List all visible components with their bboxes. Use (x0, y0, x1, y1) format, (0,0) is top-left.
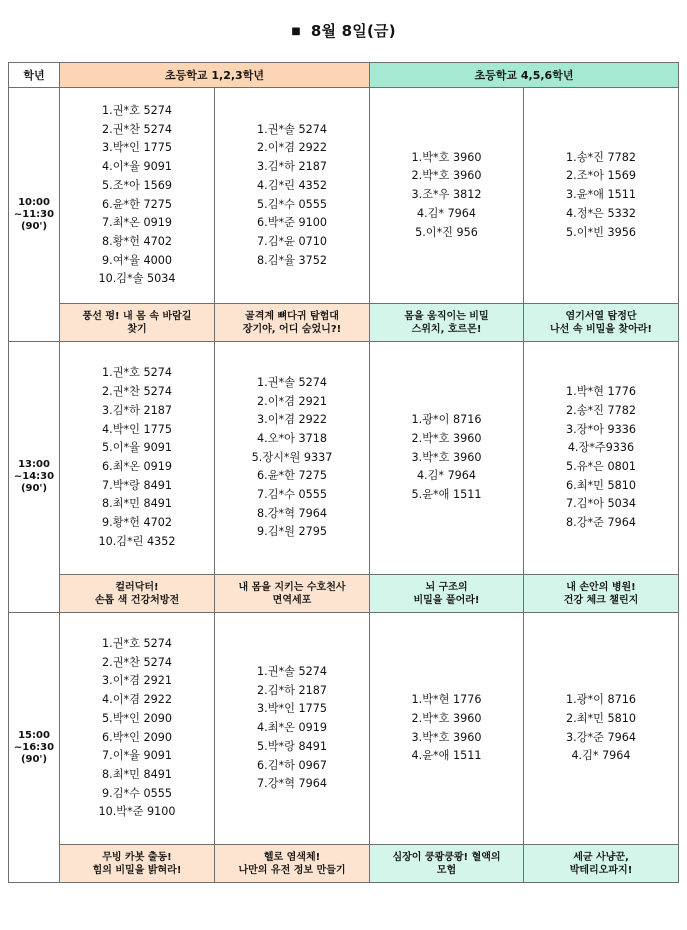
participant-name: 6.윤*한 7275 (102, 197, 172, 211)
program-title-line: 면역세포 (272, 594, 312, 606)
program-title-line: 몸을 움직이는 비밀 (404, 310, 489, 322)
program-title (215, 304, 370, 342)
participant-name: 5.유*은 0801 (566, 460, 636, 473)
time-text: 15:00 (18, 729, 50, 741)
program-title (370, 575, 524, 613)
header-row (9, 63, 679, 88)
participant-list (215, 613, 370, 845)
program-title-line: 손톱 색 건강처방전 (94, 594, 180, 606)
participant-list (370, 342, 524, 575)
page-title (0, 20, 687, 41)
participant-name: 10.김*솔 5034 (98, 272, 176, 286)
participant-name: 3.박*인 1775 (257, 702, 327, 716)
participant-name: 6.박*준 9100 (257, 216, 327, 230)
program-title-line: 골격계 뼈다귀 탐험대 (245, 310, 339, 322)
participant-name: 3.이*겸 2921 (102, 674, 172, 688)
program-row (9, 575, 679, 613)
participant-name: 8.김*율 3752 (257, 253, 327, 267)
time-text: (90') (20, 483, 48, 494)
participant-name: 3.강*준 7964 (566, 730, 636, 744)
program-title (370, 304, 524, 342)
participant-name: 1.권*호 5274 (102, 366, 172, 380)
participant-name: 7.박*랑 8491 (102, 478, 172, 492)
participant-list (60, 88, 215, 304)
participant-name: 2.권*찬 5274 (102, 385, 172, 399)
participant-list (524, 88, 679, 304)
participant-name: 2.권*찬 5274 (102, 122, 172, 136)
program-title-line: 비밀을 풀어라! (413, 594, 480, 606)
bullet-icon: ■ (291, 26, 301, 37)
participant-name: 3.이*겸 2922 (257, 413, 327, 427)
participant-name: 5.조*아 1569 (102, 178, 172, 192)
participant-name: 5.박*랑 8491 (257, 739, 327, 753)
participant-name: 7.김*수 0555 (257, 488, 327, 502)
time-text: 13:00 (18, 459, 50, 470)
program-title-line: 장기야, 어디 숨었니?! (242, 323, 342, 335)
program-title-line: 스위치, 호르몬! (411, 323, 482, 335)
participant-name: 8.최*민 8491 (102, 497, 172, 511)
participant-name: 7.이*율 9091 (102, 749, 172, 763)
participant-name: 1.권*솔 5274 (257, 122, 327, 136)
participant-name: 1.광*이 8716 (411, 413, 482, 427)
participant-name: 1.박*현 1776 (566, 385, 636, 399)
participant-name: 5.윤*애 1511 (411, 488, 482, 502)
participant-name: 9.황*헌 4702 (102, 516, 172, 530)
participant-name: 1.권*호 5274 (102, 103, 172, 117)
participant-list (60, 613, 215, 845)
time-cell (9, 88, 60, 342)
time-text: 10:00 (18, 196, 50, 208)
participant-name: 9.김*원 2795 (257, 525, 327, 539)
time-cell (9, 613, 60, 883)
participant-list (370, 88, 524, 304)
participant-name: 9.여*율 4000 (102, 253, 172, 267)
program-title-line: 풍선 펑! 내 몸 속 바람길 (82, 310, 192, 322)
participant-name: 1.권*솔 5274 (257, 665, 327, 679)
participant-name: 2.박*호 3960 (411, 431, 482, 445)
participant-name: 4.김* 7964 (416, 206, 477, 220)
participant-name: 2.송*진 7782 (566, 403, 636, 417)
program-title (60, 575, 215, 613)
program-title-line: 찾기 (127, 323, 147, 335)
program-title-line: 헬로 염색체! (263, 851, 321, 863)
participant-name: 3.박*호 3960 (411, 450, 482, 464)
participant-name: 2.조*아 1569 (566, 169, 636, 183)
participant-name: 6.박*인 2090 (102, 730, 172, 744)
program-title-line: 모험 (436, 864, 457, 876)
program-title (60, 845, 215, 883)
time-text: ~11:30 (13, 208, 55, 220)
schedule-table (8, 62, 679, 883)
participant-name: 4.박*인 1775 (102, 422, 172, 436)
participant-name: 2.박*호 3960 (411, 711, 482, 725)
participant-name: 4.김* 7964 (416, 469, 477, 483)
session-row (9, 613, 679, 845)
participant-name: 1.박*현 1776 (411, 693, 482, 707)
participant-name: 3.박*호 3960 (411, 730, 482, 744)
program-title-line: 염기서열 탐정단 (565, 310, 637, 322)
participant-name: 4.김*린 4352 (257, 178, 327, 192)
participant-name: 3.장*아 9336 (566, 422, 636, 436)
participant-name: 8.강*준 7964 (566, 516, 636, 530)
participant-name: 6.김*하 0967 (257, 758, 327, 772)
participant-name: 1.박*호 3960 (411, 150, 482, 164)
program-title-line: 힘의 비밀을 밝혀라! (92, 864, 182, 876)
participant-name: 4.윤*애 1511 (411, 749, 482, 763)
participant-list (524, 342, 679, 575)
participant-name: 1.광*이 8716 (566, 693, 636, 707)
participant-name: 10.김*린 4352 (98, 534, 176, 548)
program-title-line: 세균 사냥꾼, (573, 851, 629, 863)
participant-name: 2.박*호 3960 (411, 169, 482, 183)
participant-name: 6.윤*한 7275 (257, 469, 327, 483)
participant-name: 1.권*호 5274 (102, 636, 172, 650)
participant-name: 2.권*찬 5274 (102, 655, 172, 669)
program-title-line: 건강 체크 챌린지 (563, 594, 639, 606)
participant-name: 5.이*율 9091 (102, 441, 172, 455)
participant-name: 6.최*민 5810 (566, 478, 636, 492)
participant-name: 3.조*우 3812 (411, 188, 482, 202)
participant-name: 4.최*온 0919 (257, 721, 327, 735)
participant-name: 1.송*진 7782 (566, 150, 636, 164)
participant-name: 4.이*겸 2922 (102, 693, 172, 707)
high-grade-header: 초등학교 4,5,6학년 (370, 63, 679, 88)
participant-name: 2.이*겸 2921 (257, 394, 327, 408)
participant-name: 4.정*은 5332 (566, 206, 636, 220)
participant-name: 7.최*온 0919 (102, 216, 172, 230)
participant-name: 4.김* 7964 (571, 749, 631, 763)
participant-name: 8.황*헌 4702 (102, 234, 172, 248)
participant-name: 7.김*윤 0710 (257, 234, 327, 248)
session-row (9, 342, 679, 575)
participant-name: 2.이*겸 2922 (257, 141, 327, 155)
program-row (9, 304, 679, 342)
participant-name: 9.김*수 0555 (102, 786, 172, 800)
program-title-line: 컬러닥터! (115, 581, 159, 593)
program-title-line: 뇌 구조의 (425, 581, 468, 593)
participant-name: 6.최*온 0919 (102, 460, 172, 473)
participant-name: 3.김*하 2187 (102, 403, 172, 417)
program-title (524, 304, 679, 342)
participant-list (215, 88, 370, 304)
time-text: (90') (20, 220, 48, 232)
participant-list (370, 613, 524, 845)
participant-name: 8.최*민 8491 (102, 767, 172, 781)
participant-name: 4.장*주9336 (567, 441, 635, 455)
time-cell (9, 342, 60, 613)
participant-name: 10.박*준 9100 (98, 805, 176, 819)
participant-name: 3.김*하 2187 (257, 160, 327, 174)
program-title (215, 575, 370, 613)
participant-name: 3.윤*애 1511 (566, 188, 636, 202)
participant-name: 5.이*빈 3956 (566, 225, 636, 239)
time-text: ~14:30 (13, 471, 55, 482)
program-title-line: 심장이 쿵쾅쿵쾅! 혈액의 (392, 851, 501, 863)
program-title (215, 845, 370, 883)
low-grade-header: 초등학교 1,2,3학년 (60, 63, 370, 88)
program-title (60, 304, 215, 342)
time-text: (90') (20, 753, 48, 765)
program-row (9, 845, 679, 883)
participant-name: 5.장시*원 9337 (251, 450, 333, 464)
participant-name: 8.강*혁 7964 (257, 506, 327, 520)
program-title-line: 나만의 유전 정보 만들기 (238, 864, 346, 876)
participant-list (524, 613, 679, 845)
participant-name: 4.오*아 3718 (257, 431, 327, 445)
program-title-line: 박테리오파지! (569, 864, 633, 876)
grade-header: 학년 (9, 63, 60, 88)
participant-name: 1.권*솔 5274 (257, 375, 327, 389)
participant-list (60, 342, 215, 575)
participant-name: 4.이*율 9091 (102, 160, 172, 174)
participant-name: 5.박*인 2090 (102, 711, 172, 725)
session-row (9, 88, 679, 304)
participant-name: 7.강*혁 7964 (257, 777, 327, 791)
participant-name: 7.김*아 5034 (566, 497, 636, 511)
time-text: ~16:30 (13, 741, 55, 753)
program-title-line: 나선 속 비밀을 찾아라! (550, 323, 652, 335)
participant-list (215, 342, 370, 575)
participant-name: 2.최*민 5810 (566, 711, 636, 725)
title-text: 8월 8일(금) (310, 22, 396, 40)
program-title (370, 845, 524, 883)
participant-name: 5.김*수 0555 (257, 197, 327, 211)
program-title-line: 내 몸을 지키는 수호천사 (238, 581, 346, 593)
program-title-line: 무빙 카봇 출동! (102, 851, 172, 863)
participant-name: 5.이*진 956 (415, 225, 478, 239)
participant-name: 3.박*인 1775 (102, 141, 172, 155)
program-title (524, 845, 679, 883)
program-title-line: 내 손안의 병원! (566, 581, 636, 593)
participant-name: 2.김*하 2187 (257, 683, 327, 697)
program-title (524, 575, 679, 613)
